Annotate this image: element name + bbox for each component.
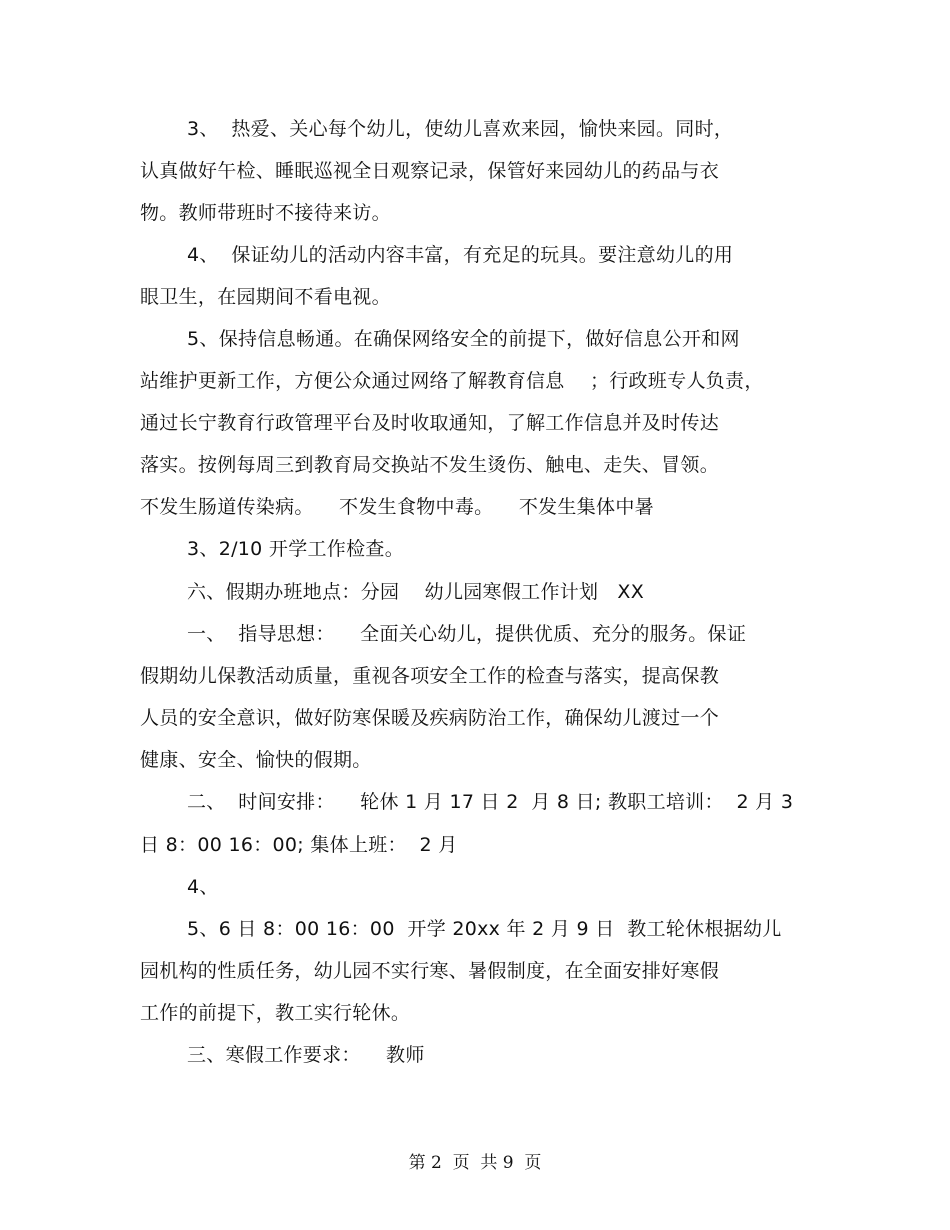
- paragraph-line: 站维护更新工作，方便公众通过网络了解教育信息 ；行政班专人负责，: [140, 370, 764, 392]
- paragraph-line: 工作的前提下，教工实行轮休。: [140, 1002, 411, 1024]
- paragraph-line: 3、2/10 开学工作检查。: [187, 538, 404, 560]
- paragraph-line: 健康、安全、愉快的假期。: [140, 749, 372, 771]
- paragraph-line: 园机构的性质任务，幼儿园不实行寒、暑假制度，在全面安排好寒假: [140, 960, 720, 982]
- paragraph-line: 物。教师带班时不接待来访。: [140, 202, 391, 224]
- paragraph-line: 3、 热爱、关心每个幼儿，使幼儿喜欢来园，愉快来园。同时，: [187, 118, 734, 140]
- paragraph-line: 二、 时间安排： 轮休 1 月 17 日 2 月 8 日; 教职工培训： 2 月 3: [187, 791, 794, 813]
- paragraph-line: 日 8：00 16：00; 集体上班： 2 月: [140, 834, 458, 856]
- paragraph-line: 一、 指导思想： 全面关心幼儿，提供优质、充分的服务。保证: [187, 623, 747, 645]
- paragraph-line: 三、寒假工作要求： 教师: [187, 1044, 425, 1066]
- page-number-footer: 第 2 页 共 9 页: [408, 1153, 542, 1173]
- paragraph-line: 六、假期办班地点：分园 幼儿园寒假工作计划 XX: [187, 581, 645, 603]
- paragraph-line: 假期幼儿保教活动质量，重视各项安全工作的检查与落实，提高保教: [140, 665, 720, 687]
- paragraph-line: 人员的安全意识，做好防寒保暖及疾病防治工作，确保幼儿渡过一个: [140, 707, 720, 729]
- paragraph-line: 不发生肠道传染病。 不发生食物中毒。 不发生集体中暑: [140, 496, 654, 518]
- paragraph-line: 4、: [187, 876, 219, 898]
- paragraph-line: 4、 保证幼儿的活动内容丰富，有充足的玩具。要注意幼儿的用: [187, 244, 734, 266]
- paragraph-line: 认真做好午检、睡眠巡视全日观察记录，保管好来园幼儿的药品与衣: [140, 160, 720, 182]
- paragraph-line: 眼卫生，在园期间不看电视。: [140, 286, 391, 308]
- paragraph-line: 通过长宁教育行政管理平台及时收取通知，了解工作信息并及时传达: [140, 412, 720, 434]
- paragraph-line: 5、保持信息畅通。在确保网络安全的前提下，做好信息公开和网: [187, 328, 740, 350]
- paragraph-line: 落实。按例每周三到教育局交换站不发生烫伤、触电、走失、冒领。: [140, 454, 720, 476]
- paragraph-line: 5、6 日 8：00 16：00 开学 20xx 年 2 月 9 日 教工轮休根据幼儿: [187, 918, 782, 940]
